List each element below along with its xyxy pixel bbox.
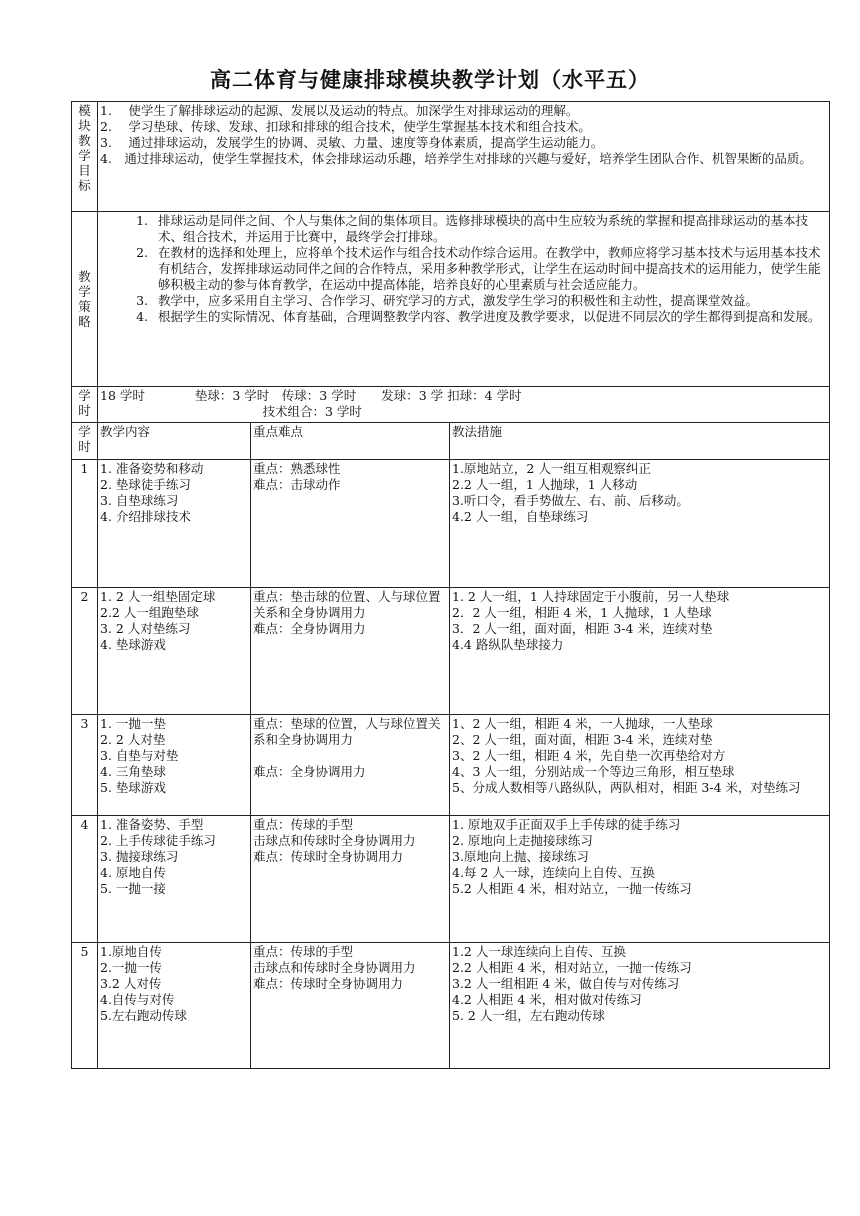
- lesson-focus: [251, 816, 450, 943]
- lesson-content: [98, 715, 251, 816]
- method-line: 2．2 人一组，相距 4 米，1 人抛球，1 人垫球: [452, 605, 712, 620]
- strategy-row: [72, 212, 830, 387]
- lesson-number: 4: [72, 816, 98, 943]
- content-line: 3. 2 人对垫练习: [100, 621, 191, 636]
- lesson-header-row: [72, 423, 830, 460]
- lesson-focus: [251, 943, 450, 1069]
- method-line: 3.2 人一组相距 4 米，做自传与对传练习: [452, 976, 680, 991]
- method-line: 3、2 人一组，相距 4 米，先自垫一次再垫给对方: [452, 748, 726, 763]
- strategy-item: 1. 排球运动是同伴之间、个人与集体之间的集体项目。选修排球模块的高中生应较为系统的掌握和提高排球运动的基本技术、组合技术，并运用于比赛中，最终学会打排球。: [152, 213, 827, 245]
- lesson-content: [98, 460, 251, 588]
- lesson-focus: [251, 588, 450, 715]
- method-line: 4、3 人一组，分别站成一个等边三角形，相互垫球: [452, 764, 735, 779]
- objectives-row: [72, 102, 830, 212]
- lesson-number: 3: [72, 715, 98, 816]
- content-line: 2.2 人一组跑垫球: [100, 605, 199, 620]
- objective-item: 4. 通过排球运动，使学生掌握技术，体会排球运动乐趣，培养学生对排球的兴趣与爱好，培养学生团队合作、机智果断的品质。: [100, 151, 812, 166]
- method-line: 1. 2 人一组，1 人持球固定于小腹前，另一人垫球: [452, 589, 730, 604]
- lesson-content: [98, 588, 251, 715]
- focus-line: 难点：全身协调用力: [253, 621, 366, 636]
- focus-line: 难点：全身协调用力: [253, 764, 366, 779]
- lesson-row: [72, 816, 830, 943]
- content-line: 1. 一抛一垫: [100, 716, 166, 731]
- objectives-cell: [98, 102, 830, 212]
- teaching-plan-table: [71, 101, 830, 1069]
- strategy-item: 2. 在教材的选择和处理上，应将单个技术运作与组合技术动作综合运用。在教学中，教师应将学习基本技术与运用基本技术有机结合，发挥排球运动同伴之间的合作特点，采用多种教学形式，让学生在运动时间中提高技术的运用能力，使学生能够积极主动的参与体育教学，在运动中提高体能，培养良好的心里素质与社会适应能力。: [152, 245, 827, 293]
- objectives-label: 模块教学目标: [72, 102, 98, 212]
- lesson-method: [450, 715, 830, 816]
- method-line: 3.听口令，看手势做左、右、前、后移动。: [452, 493, 689, 508]
- method-line: 2、2 人一组，面对面，相距 3-4 米，连续对垫: [452, 732, 713, 747]
- method-line: 2.2 人相距 4 米，相对站立，一抛一传练习: [452, 960, 692, 975]
- method-line: 1.2 人一球连续向上自传、互换: [452, 944, 626, 959]
- method-line: 4.2 人相距 4 米，相对做对传练习: [452, 992, 642, 1007]
- content-line: 3. 抛接球练习: [100, 849, 179, 864]
- content-line: 5. 一抛一接: [100, 881, 166, 896]
- method-line: 3．2 人一组，面对面，相距 3-4 米，连续对垫: [452, 621, 713, 636]
- content-line: 1. 2 人一组垫固定球: [100, 589, 216, 604]
- header-method: 教法措施: [450, 423, 830, 460]
- focus-line: [253, 748, 447, 764]
- lesson-method: [450, 816, 830, 943]
- lesson-content: [98, 816, 251, 943]
- hours-line-1: 18 学时 垫球：3 学时 传球：3 学时 发球：3 学 扣球：4 学时: [100, 388, 522, 403]
- focus-line: 重点：传球的手型: [253, 944, 354, 959]
- content-line: 2. 垫球徒手练习: [100, 477, 191, 492]
- method-line: 5. 2 人一组，左右跑动传球: [452, 1008, 605, 1023]
- method-line: 5、分成人数相等八路纵队，两队相对，相距 3-4 米，对垫练习: [452, 780, 801, 795]
- lesson-row: [72, 460, 830, 588]
- content-line: 3.2 人对传: [100, 976, 162, 991]
- method-line: 1.原地站立，2 人一组互相观察纠正: [452, 461, 651, 476]
- lesson-number: 2: [72, 588, 98, 715]
- objective-item: 1. 使学生了解排球运动的起源、发展以及运动的特点。加深学生对排球运动的理解。: [100, 103, 579, 118]
- lesson-row: [72, 943, 830, 1069]
- hours-row: [72, 387, 830, 423]
- header-focus: 重点难点: [251, 423, 450, 460]
- lesson-focus: [251, 460, 450, 588]
- lesson-focus: [251, 715, 450, 816]
- method-line: 2. 原地向上走抛接球练习: [452, 833, 593, 848]
- lesson-method: [450, 588, 830, 715]
- hours-label: 学时: [72, 387, 98, 423]
- focus-line: 重点：垫球的位置，人与球位置关系和全身协调用力: [253, 716, 441, 747]
- page-title: 高二体育与健康排球模块教学计划（水平五）: [210, 68, 650, 92]
- header-hour: 学时: [72, 423, 98, 460]
- method-line: 4.4 路纵队垫球接力: [452, 637, 564, 652]
- content-line: 5. 垫球游戏: [100, 780, 166, 795]
- method-line: 4.每 2 人一球，连续向上自传、互换: [452, 865, 655, 880]
- lesson-row: [72, 588, 830, 715]
- method-line: 3.原地向上抛、接球练习: [452, 849, 589, 864]
- header-content: 教学内容: [98, 423, 251, 460]
- content-line: 2.一抛一传: [100, 960, 162, 975]
- focus-line: 击球点和传球时全身协调用力: [253, 960, 416, 975]
- strategy-label: 教学策略: [72, 212, 98, 387]
- lesson-number: 5: [72, 943, 98, 1069]
- method-line: 1. 原地双手正面双手上手传球的徒手练习: [452, 817, 681, 832]
- strategy-item: 4. 根据学生的实际情况、体育基础，合理调整教学内容、教学进度及教学要求，以促进不同层次的学生都得到提高和发展。: [152, 309, 827, 325]
- content-line: 4. 原地自传: [100, 865, 166, 880]
- lesson-method: [450, 943, 830, 1069]
- content-line: 4. 垫球游戏: [100, 637, 166, 652]
- content-line: 2. 上手传球徒手练习: [100, 833, 216, 848]
- strategy-list: [100, 213, 827, 325]
- content-line: 5.左右跑动传球: [100, 1008, 187, 1023]
- content-line: 1. 准备姿势、手型: [100, 817, 204, 832]
- lesson-method: [450, 460, 830, 588]
- content-line: 3. 自垫与对垫: [100, 748, 179, 763]
- method-line: 4.2 人一组，自垫球练习: [452, 509, 589, 524]
- strategy-item: 3. 教学中，应多采用自主学习、合作学习、研究学习的方式，激发学生学习的积极性和主动性，提高课堂效益。: [152, 293, 827, 309]
- method-line: 5.2 人相距 4 米，相对站立，一抛一传练习: [452, 881, 692, 896]
- hours-cell: [98, 387, 830, 423]
- content-line: 4. 三角垫球: [100, 764, 166, 779]
- method-line: 2.2 人一组，1 人抛球，1 人移动: [452, 477, 638, 492]
- focus-line: 难点：击球动作: [253, 477, 341, 492]
- lesson-row: [72, 715, 830, 816]
- objective-item: 3. 通过排球运动，发展学生的协调、灵敏、力量、速度等身体素质，提高学生运动能力。: [100, 135, 604, 150]
- content-line: 2. 2 人对垫: [100, 732, 166, 747]
- content-line: 3. 自垫球练习: [100, 493, 179, 508]
- lesson-number: 1: [72, 460, 98, 588]
- focus-line: 难点：传球时全身协调用力: [253, 976, 404, 991]
- content-line: 1. 准备姿势和移动: [100, 461, 204, 476]
- focus-line: 难点：传球时全身协调用力: [253, 849, 404, 864]
- focus-line: 击球点和传球时全身协调用力: [253, 833, 416, 848]
- lesson-content: [98, 943, 251, 1069]
- focus-line: 重点：熟悉球性: [253, 461, 341, 476]
- focus-line: 重点：传球的手型: [253, 817, 354, 832]
- strategy-cell: [98, 212, 830, 387]
- method-line: 1、2 人一组，相距 4 米，一人抛球，一人垫球: [452, 716, 713, 731]
- objective-item: 2. 学习垫球、传球、发球、扣球和排球的组合技术，使学生掌握基本技术和组合技术。: [100, 119, 591, 134]
- hours-line-2: 技术组合：3 学时: [100, 404, 362, 419]
- content-line: 4.自传与对传: [100, 992, 175, 1007]
- focus-line: 重点：垫击球的位置、人与球位置关系和全身协调用力: [253, 589, 441, 620]
- content-line: 1.原地自传: [100, 944, 162, 959]
- content-line: 4. 介绍排球技术: [100, 509, 191, 524]
